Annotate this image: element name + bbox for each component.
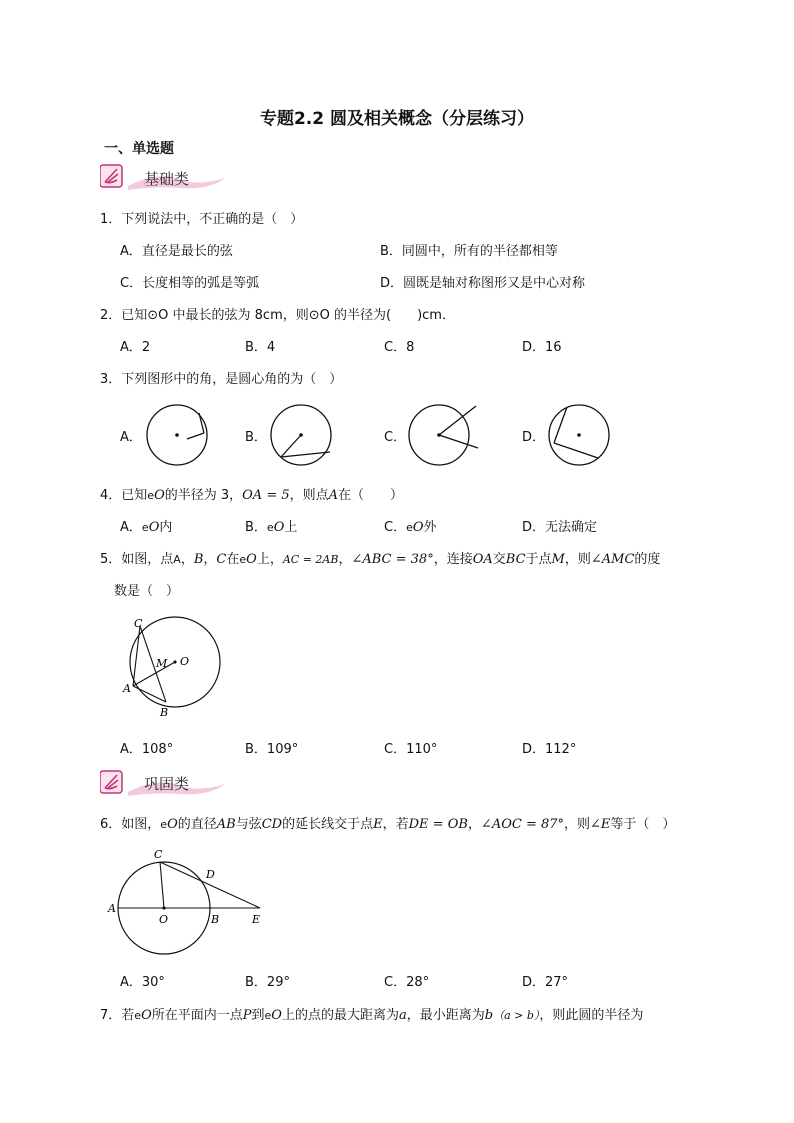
banner-consolidate-label: 巩固类 xyxy=(144,775,190,793)
question-6-stem: 6．如图，eO的直径AB与弦CD的延长线交于点E，若DE = OB，∠AOC = 87°，则∠E等于（ ） xyxy=(100,817,676,832)
page-title: 专题2.2 圆及相关概念（分层练习） xyxy=(259,109,535,129)
q3-figure-a xyxy=(144,402,214,468)
q5-label-b: B xyxy=(160,706,169,719)
question-3-stem: 3．下列图形中的角，是圆心角的为（ ） xyxy=(100,372,343,387)
q1-option-d: D．圆既是轴对称图形又是中心对称 xyxy=(380,276,586,291)
q2-option-c: C．8 xyxy=(384,340,415,355)
q3-option-a: A． xyxy=(120,430,142,445)
q5-label-a: A xyxy=(123,682,131,695)
q6-option-c: C．28° xyxy=(384,975,430,990)
banner-basic-label: 基础类 xyxy=(144,170,190,188)
q3-option-d: D． xyxy=(522,430,546,445)
q5-option-c: C．110° xyxy=(384,742,438,757)
q5-option-b: B．109° xyxy=(245,742,299,757)
q5-option-d: D．112° xyxy=(522,742,577,757)
q3-option-b: B． xyxy=(245,430,267,445)
q6-label-a: A xyxy=(108,902,116,915)
q1-option-b: B．同圆中，所有的半径都相等 xyxy=(380,244,558,259)
section-heading: 一、单选题 xyxy=(104,141,174,157)
q4-option-b: B．eO上 xyxy=(245,520,298,535)
q6-figure xyxy=(100,842,270,960)
q6-label-b: B xyxy=(211,913,220,926)
q1-option-c: C．长度相等的弧是等弧 xyxy=(120,276,260,291)
question-4-stem: 4．已知eO的半径为 3，OA = 5，则点A在（ ） xyxy=(100,488,404,503)
q2-option-d: D．16 xyxy=(522,340,562,355)
q5-label-m: M xyxy=(156,657,168,670)
q6-label-d: D xyxy=(206,868,215,881)
q2-option-a: A．2 xyxy=(120,340,151,355)
q6-option-a: A．30° xyxy=(120,975,165,990)
question-7-stem: 7．若eO所在平面内一点P到eO上的点的最大距离为a，最小距离为b（a > b），则此圆的半径为 xyxy=(100,1008,644,1023)
q5-figure xyxy=(120,610,230,722)
q6-label-c: C xyxy=(154,848,163,861)
q4-option-c: C．eO外 xyxy=(384,520,437,535)
q4-option-a: A．eO内 xyxy=(120,520,173,535)
q5-label-c: C xyxy=(134,617,143,630)
q3-figure-b xyxy=(268,402,338,468)
question-5-stem-line2: 数是（ ） xyxy=(114,584,180,599)
q3-option-c: C． xyxy=(384,430,407,445)
q2-option-b: B．4 xyxy=(245,340,276,355)
q1-option-a: A．直径是最长的弦 xyxy=(120,244,233,259)
q3-figure-d xyxy=(546,402,616,468)
q4-option-d: D．无法确定 xyxy=(522,520,598,535)
question-2-stem: 2．已知⊙O 中最长的弦为 8cm，则⊙O 的半径为( )cm． xyxy=(100,308,455,323)
q6-label-e: E xyxy=(252,913,261,926)
q6-option-b: B．29° xyxy=(245,975,290,990)
q6-label-o: O xyxy=(159,913,169,926)
q5-label-o: O xyxy=(180,655,190,668)
q5-option-a: A．108° xyxy=(120,742,174,757)
question-1-stem: 1．下列说法中，不正确的是（ ） xyxy=(100,212,304,227)
q3-figure-c xyxy=(406,400,486,468)
q6-option-d: D．27° xyxy=(522,975,569,990)
question-5-stem: 5．如图，点A，B，C在eO上，AC = 2AB，∠ABC = 38°，连接OA交BC于点M，则∠AMC的度 xyxy=(100,552,661,567)
